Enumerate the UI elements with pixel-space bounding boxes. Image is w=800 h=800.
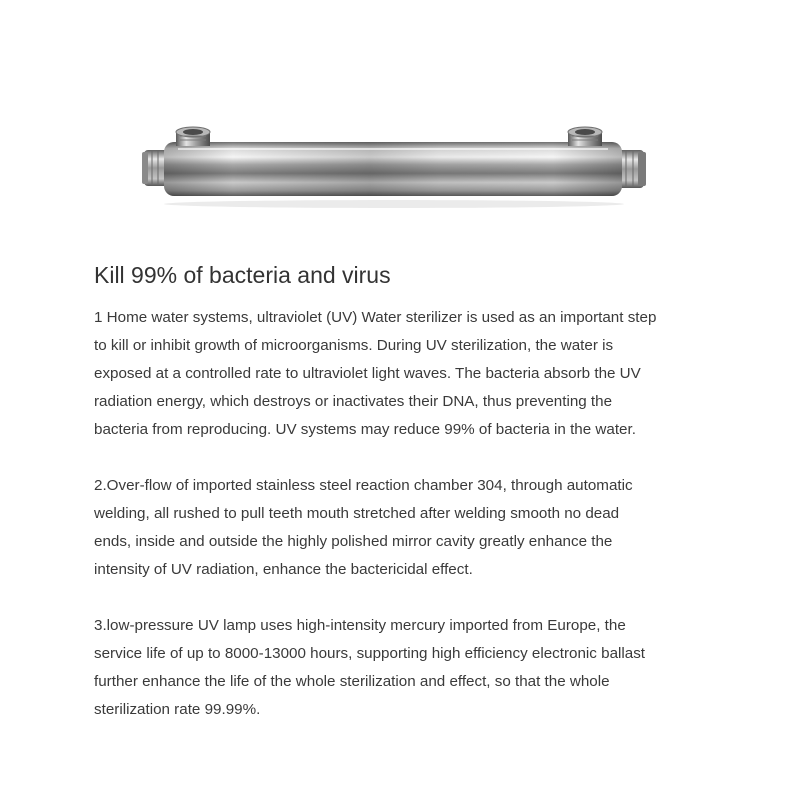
paragraph-line: 2.Over-flow of imported stainless steel reaction chamber 304, through automatic [94, 477, 633, 494]
paragraph-line: further enhance the life of the whole sterilization and effect, so that the whole [94, 673, 610, 690]
paragraph-line: bacteria from reproducing. UV systems may reduce 99% of bacteria in the water. [94, 421, 636, 438]
paragraph-line: service life of up to 8000-13000 hours, supporting high efficiency electronic ballast [94, 645, 646, 662]
paragraph-line: 3.low-pressure UV lamp uses high-intensity mercury imported from Europe, the [94, 617, 626, 634]
feature-paragraph-3 [94, 612, 734, 724]
feature-paragraph-2 [94, 472, 734, 584]
page-title: Kill 99% of bacteria and virus [94, 262, 391, 288]
paragraph-line: welding, all rushed to pull teeth mouth stretched after welding smooth no dead [94, 505, 620, 522]
paragraph-line: radiation energy, which destroys or inactivates their DNA, thus preventing the [94, 393, 613, 410]
paragraph-line: to kill or inhibit growth of microorganisms. During UV sterilization, the water is [94, 337, 614, 354]
paragraph-line: exposed at a controlled rate to ultraviolet light waves. The bacteria absorb the UV [94, 365, 641, 382]
paragraph-line: intensity of UV radiation, enhance the bactericidal effect. [94, 561, 473, 578]
feature-paragraph-1 [94, 304, 734, 444]
paragraph-line: 1 Home water systems, ultraviolet (UV) Water sterilizer is used as an important step [94, 309, 657, 326]
paragraph-line: ends, inside and outside the highly polished mirror cavity greatly enhance the [94, 533, 613, 550]
uv-sterilizer-product-image [138, 122, 650, 210]
paragraph-line: sterilization rate 99.99%. [94, 701, 261, 718]
